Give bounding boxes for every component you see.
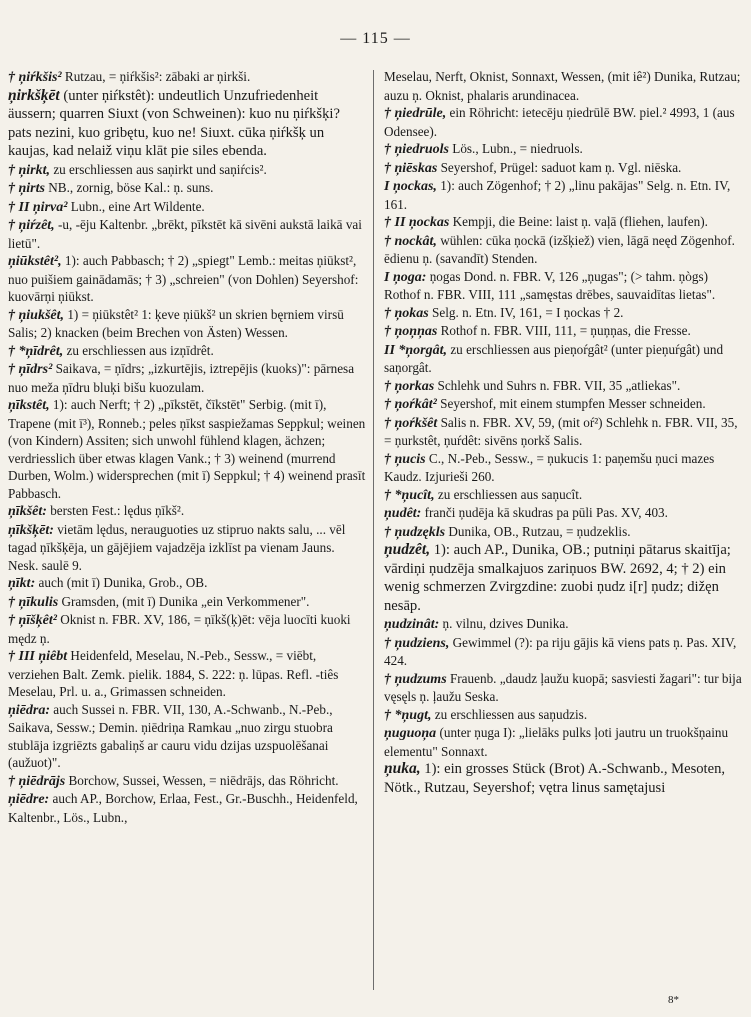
entry-headword: ņīkt: xyxy=(8,576,36,592)
entry-text: ņ. vilnu, dzives Dunika. xyxy=(439,616,569,632)
dictionary-entry xyxy=(384,414,742,450)
entry-text: franči ņudēja kā skudras pa pūli Pas. XV, 403. xyxy=(421,505,668,520)
entry-text: wühlen: cūka ņockā (izšķiež) vien, lāgā neęd Zögenhof. ēdienu ņ. (savandīt) Stenden. xyxy=(384,232,735,266)
dictionary-entry xyxy=(8,611,366,647)
entry-text: Lös., Lubn., = niedruols. xyxy=(448,141,583,156)
entry-text: Lubn., eine Art Wildente. xyxy=(67,198,205,214)
entry-headword: † *ņīdrêt, xyxy=(8,343,64,359)
entry-headword: II *ņorgât, xyxy=(384,342,448,358)
dictionary-entry xyxy=(384,159,742,178)
entry-headword: † ņiŕzêt, xyxy=(8,218,55,234)
dictionary-entry xyxy=(384,504,742,523)
entry-text: Meselau, Nerft, Oknist, Sonnaxt, Wessen, (mit iê²) Dunika, Rutzau; auzu ņ. Oknist, phalaris arundinacea. xyxy=(384,69,741,103)
entry-text: Rothof n. FBR. VIII, 111, = ņuņņas, die Fresse. xyxy=(437,323,691,338)
entry-headword: ņuguoņa xyxy=(384,726,437,742)
dictionary-entry xyxy=(8,161,366,180)
entry-headword: † ņīkulis xyxy=(8,594,59,610)
entry-headword: † ņiedrūle, xyxy=(384,106,447,121)
entry-text: -u, -ēju Kaltenbr. „brēkt, pīkstēt kā sivēni aukstā laikā vai lietū". xyxy=(8,217,362,251)
entry-headword: † ņiedruols xyxy=(384,142,449,157)
entry-headword: † ņoņņas xyxy=(384,324,438,339)
entry-headword: I ņoga: xyxy=(384,269,427,285)
entry-headword: † ņudzękls xyxy=(384,524,446,540)
entry-headword: † nockât, xyxy=(384,233,437,249)
entry-text: bersten Fest.: lędus ņīkš². xyxy=(46,503,185,519)
dictionary-entry xyxy=(8,306,366,342)
dictionary-entry xyxy=(8,68,366,87)
dictionary-entry xyxy=(8,772,366,791)
dictionary-entry xyxy=(8,87,366,161)
dictionary-entry xyxy=(8,593,366,612)
entry-headword: † ņiēskas xyxy=(384,160,438,176)
entry-headword: † *ņucît, xyxy=(384,487,435,503)
dictionary-entry xyxy=(8,521,366,575)
entry-headword: † ņiukšêt, xyxy=(8,307,65,323)
right-column xyxy=(384,68,742,798)
entry-text: Gramsden, (mit ī) Dunika „ein Verkommener". xyxy=(58,593,310,609)
entry-text: 1): auch AP., Dunika, OB.; putniņi pātarus skaitīja; vārdiņi ņudzēja smalkajuos zariņuos BW. 2692, 4; † 2) ein wenig schmerzen Zvirgzdine: zuobi ņudz i[r] ņudz; dižęn nesāp. xyxy=(384,542,731,614)
column-divider xyxy=(373,70,374,990)
dictionary-entry xyxy=(8,790,366,826)
entry-text: Heidenfeld, Meselau, N.-Peb., Sessw., = viēbt, verziehen Balt. Zemk. pielik. 1884, S. 222: ņ. lūpas. Refl. -tiês Meselau, Prl. u. a., Grimassen schneiden. xyxy=(8,648,339,700)
entry-headword: † II ņockas xyxy=(384,215,450,230)
dictionary-entry xyxy=(384,68,742,104)
entry-headword: † ņirts xyxy=(8,181,45,197)
entry-headword: † III ņiêbt xyxy=(8,649,68,665)
entry-text: Borchow, Sussei, Wessen, = niēdrājs, das Röhricht. xyxy=(65,772,339,788)
entry-headword: ņiēdra: xyxy=(8,702,50,718)
dictionary-entry xyxy=(8,701,366,772)
dictionary-entry xyxy=(384,322,742,341)
dictionary-entry xyxy=(8,647,366,701)
dictionary-entry xyxy=(384,341,742,377)
dictionary-entry xyxy=(384,140,742,159)
entry-text: (unter ņiŕkstêt): undeutlich Unzufriedenheit äussern; quarren Siuxt (von Schweinen): kuo nu ņiŕkšķi? pats nezini, kuo gribętu, kuo ne! Siuxt. cūka ņiŕkšķ un kaujas, kad nelaiž viņu klāt pie siles ebenda. xyxy=(8,87,340,160)
entry-text: Dunika, OB., Rutzau, = ņudzeklis. xyxy=(445,523,631,539)
entry-text: zu erschliessen aus saņirkt und saņiŕcis². xyxy=(50,161,267,177)
entry-headword: † ņīšķêt² xyxy=(8,613,57,629)
dictionary-entry xyxy=(8,216,366,252)
entry-text: 1): ein grosses Stück (Brot) A.-Schwanb., Mesoten, Nötk., Rutzau, Seyershof; vętra linus samętajusi xyxy=(384,761,726,796)
entry-text: Salis n. FBR. XV, 59, (mit oŕ²) Schlehk n. FBR. VII, 35, = ņurkstêt, ņuŕdêt: sivēns ņorkš Salis. xyxy=(384,414,738,448)
dictionary-entry xyxy=(384,104,742,140)
entry-text: zu erschliessen aus saņucît. xyxy=(434,486,583,502)
dictionary-entry xyxy=(384,760,742,797)
entry-headword: ņirkšķēt xyxy=(8,86,60,104)
entry-text: Schlehk und Suhrs n. FBR. VII, 35 „atliekas". xyxy=(434,377,681,393)
entry-text: auch (mit ī) Dunika, Grob., OB. xyxy=(35,575,208,591)
entry-headword: ņīkstêt, xyxy=(8,398,50,414)
entry-headword: ņiēdre: xyxy=(8,792,50,808)
dictionary-entry xyxy=(8,360,366,396)
entry-text: Selg. n. Etn. IV, 161, = I ņockas † 2. xyxy=(428,304,624,320)
entry-text: 1): auch Zögenhof; † 2) „linu pakājas" Selg. n. Etn. IV, 161. xyxy=(384,178,731,212)
dictionary-entry xyxy=(8,502,366,521)
dictionary-entry xyxy=(384,177,742,213)
dictionary-entry xyxy=(384,615,742,634)
entry-headword: ņudêt: xyxy=(384,506,422,521)
dictionary-entry xyxy=(8,179,366,198)
dictionary-entry xyxy=(8,252,366,306)
dictionary-entry xyxy=(384,268,742,304)
entry-text: zu erschliessen aus saņudzis. xyxy=(431,706,588,722)
entry-headword: † ņiēdrājs xyxy=(8,773,66,789)
entry-headword: ņuka, xyxy=(384,760,421,778)
entry-text: zu erschliessen aus izņīdrêt. xyxy=(63,342,214,358)
entry-text: 1) = ņiūkstêt² 1: ķeve ņiūkš² un skrien bęrniem virsū Salis; 2) knacken (beim Brechen von Ästen) Wessen. xyxy=(8,306,344,341)
entry-headword: ņudzêt, xyxy=(384,541,431,558)
entry-text: Frauenb. „daudz ļaužu kuopā; sasviesti žagari": tur bija vęsęls ņ. ļaužu Seska. xyxy=(384,670,742,705)
entry-text: Seyershof, mit einem stumpfen Messer schneiden. xyxy=(436,396,706,411)
entry-text: C., N.-Peb., Sessw., = ņukucis 1: paņemšu ņuci mazes Kaudz. Izjurieši 260. xyxy=(384,450,715,484)
entry-text: ņogas Dond. n. FBR. V, 126 „ņugas"; (> tahm. ņògs) Rothof n. FBR. VIII, 111 „samęstas drēbes, sauvaidītas lietas". xyxy=(384,268,716,302)
entry-headword: ņiūkstêt², xyxy=(8,254,62,270)
signature-mark: 8* xyxy=(668,994,679,1006)
entry-text: Seyershof, Prügel: saduot kam ņ. Vgl. niēska. xyxy=(437,159,682,175)
entry-headword: † ņiŕkšis² xyxy=(8,70,62,85)
dictionary-entry xyxy=(384,724,742,760)
dictionary-entry xyxy=(384,450,742,486)
entry-headword: † ņokas xyxy=(384,305,429,321)
entry-headword: † ņīdrs² xyxy=(8,362,53,378)
dictionary-entry xyxy=(384,541,742,615)
dictionary-entry xyxy=(384,213,742,232)
dictionary-entry xyxy=(384,232,742,268)
dictionary-entry xyxy=(384,706,742,725)
entry-headword: ņīkšêt: xyxy=(8,504,47,520)
dictionary-entry xyxy=(8,342,366,361)
entry-text: 1): auch Nerft; † 2) „pīkstēt, čīkstēt" Serbig. (mit ī), Trapene (mit ī³), Ronneb.; peles ņīkst saspiežamas Seppkul; weinen (von Kindern) Assiten; sich unwohl fühlend klagen, ächzen; verdriesslich über etwas klagen Vank.; † 3) weinend (murrend Durben, Wolm.) widersprechen (mit ī) Seppkul; † 4) weinend prasīt Pabbasch. xyxy=(8,397,366,501)
entry-text: ein Röhricht: ietecēju ņiedrūlē BW. piel.² 4993, 1 (aus Odensee). xyxy=(384,105,735,139)
entry-headword: † ņorkas xyxy=(384,378,435,394)
entry-text: auch AP., Borchow, Erlaa, Fest., Gr.-Buschh., Heidenfeld, Kaltenbr., Lös., Lubn., xyxy=(8,791,358,825)
entry-headword: I ņockas, xyxy=(384,179,437,194)
entry-headword: † ņudzums xyxy=(384,671,447,687)
entry-text: NB., zornig, böse Kal.: ņ. suns. xyxy=(44,180,214,196)
entry-headword: † II ņirva² xyxy=(8,199,68,215)
entry-text: 1): auch Pabbasch; † 2) „spiegt" Lemb.: meitas ņiūkst², nuo puišiem gainādamās; † 3) „schreien" (von Dohlen) Seyershof: kuovārņi ņiūkst. xyxy=(8,253,359,305)
dictionary-entry xyxy=(384,395,742,414)
entry-text: auch Sussei n. FBR. VII, 130, A.-Schwanb., N.-Peb., Saikava, Sessw.; Demin. ņiēdriņa Ramkau „nuo zirgu stuobra stublāja izgriēzts gabaliņš ar cauru vidu dzijas uzspuolēšanai (aužuot)". xyxy=(8,701,333,771)
dictionary-entry xyxy=(8,396,366,502)
dictionary-entry xyxy=(384,304,742,323)
entry-headword: † *ņugt, xyxy=(384,707,432,723)
dictionary-entry xyxy=(384,523,742,542)
entry-text: Kempji, die Beine: laist ņ. vaļā (fliehen, laufen). xyxy=(449,214,708,229)
entry-text: Oknist n. FBR. XV, 186, = ņīkš(ķ)ēt: vēja luocīti kuoki mędz ņ. xyxy=(8,612,351,646)
entry-text: (unter ņuga I): „lielāks pulks ļoti jautru un truokšņainu elementu" Sonnaxt. xyxy=(384,725,729,759)
entry-headword: † ņoŕkšêt xyxy=(384,415,438,431)
dictionary-entry xyxy=(384,670,742,706)
entry-headword: † ņudziens, xyxy=(384,635,450,651)
entry-headword: † ņirkt, xyxy=(8,162,51,178)
entry-headword: ņudzinât: xyxy=(384,617,440,633)
dictionary-entry xyxy=(384,377,742,396)
entry-headword: † ņucis xyxy=(384,451,426,467)
entry-headword: ņīkšķēt: xyxy=(8,522,54,538)
dictionary-entry xyxy=(8,198,366,217)
dictionary-entry xyxy=(8,574,366,593)
entry-text: Rutzau, = ņiŕkšis²: zābaki ar ņirkši. xyxy=(61,69,251,84)
entry-text: zu erschliessen aus pieņoŕgât² (unter pieņuŕgât) und saņorgât. xyxy=(384,341,724,375)
dictionary-entry xyxy=(384,634,742,670)
page-number: — 115 — xyxy=(340,30,411,47)
entry-text: Saikava, = ņīdrs; „izkurtējis, iztrepējis (kuoks)": pārnesa nuo meža ņīdru bluķi bišu kuozulam. xyxy=(8,361,355,395)
entry-text: vietām lędus, nerauguoties uz stipruo nakts salu, ... vēl tagad ņīkšķēja, un gājējiem vajadzēja izklīst pa vienam Jauns. Nesk. saulē 9. xyxy=(8,521,346,573)
left-column xyxy=(8,68,366,826)
dictionary-entry xyxy=(384,486,742,505)
entry-headword: † ņoŕkât² xyxy=(384,397,437,412)
entry-text: Gewimmel (?): pa riju gājis kā viens pats ņ. Pas. XIV, 424. xyxy=(384,634,737,669)
